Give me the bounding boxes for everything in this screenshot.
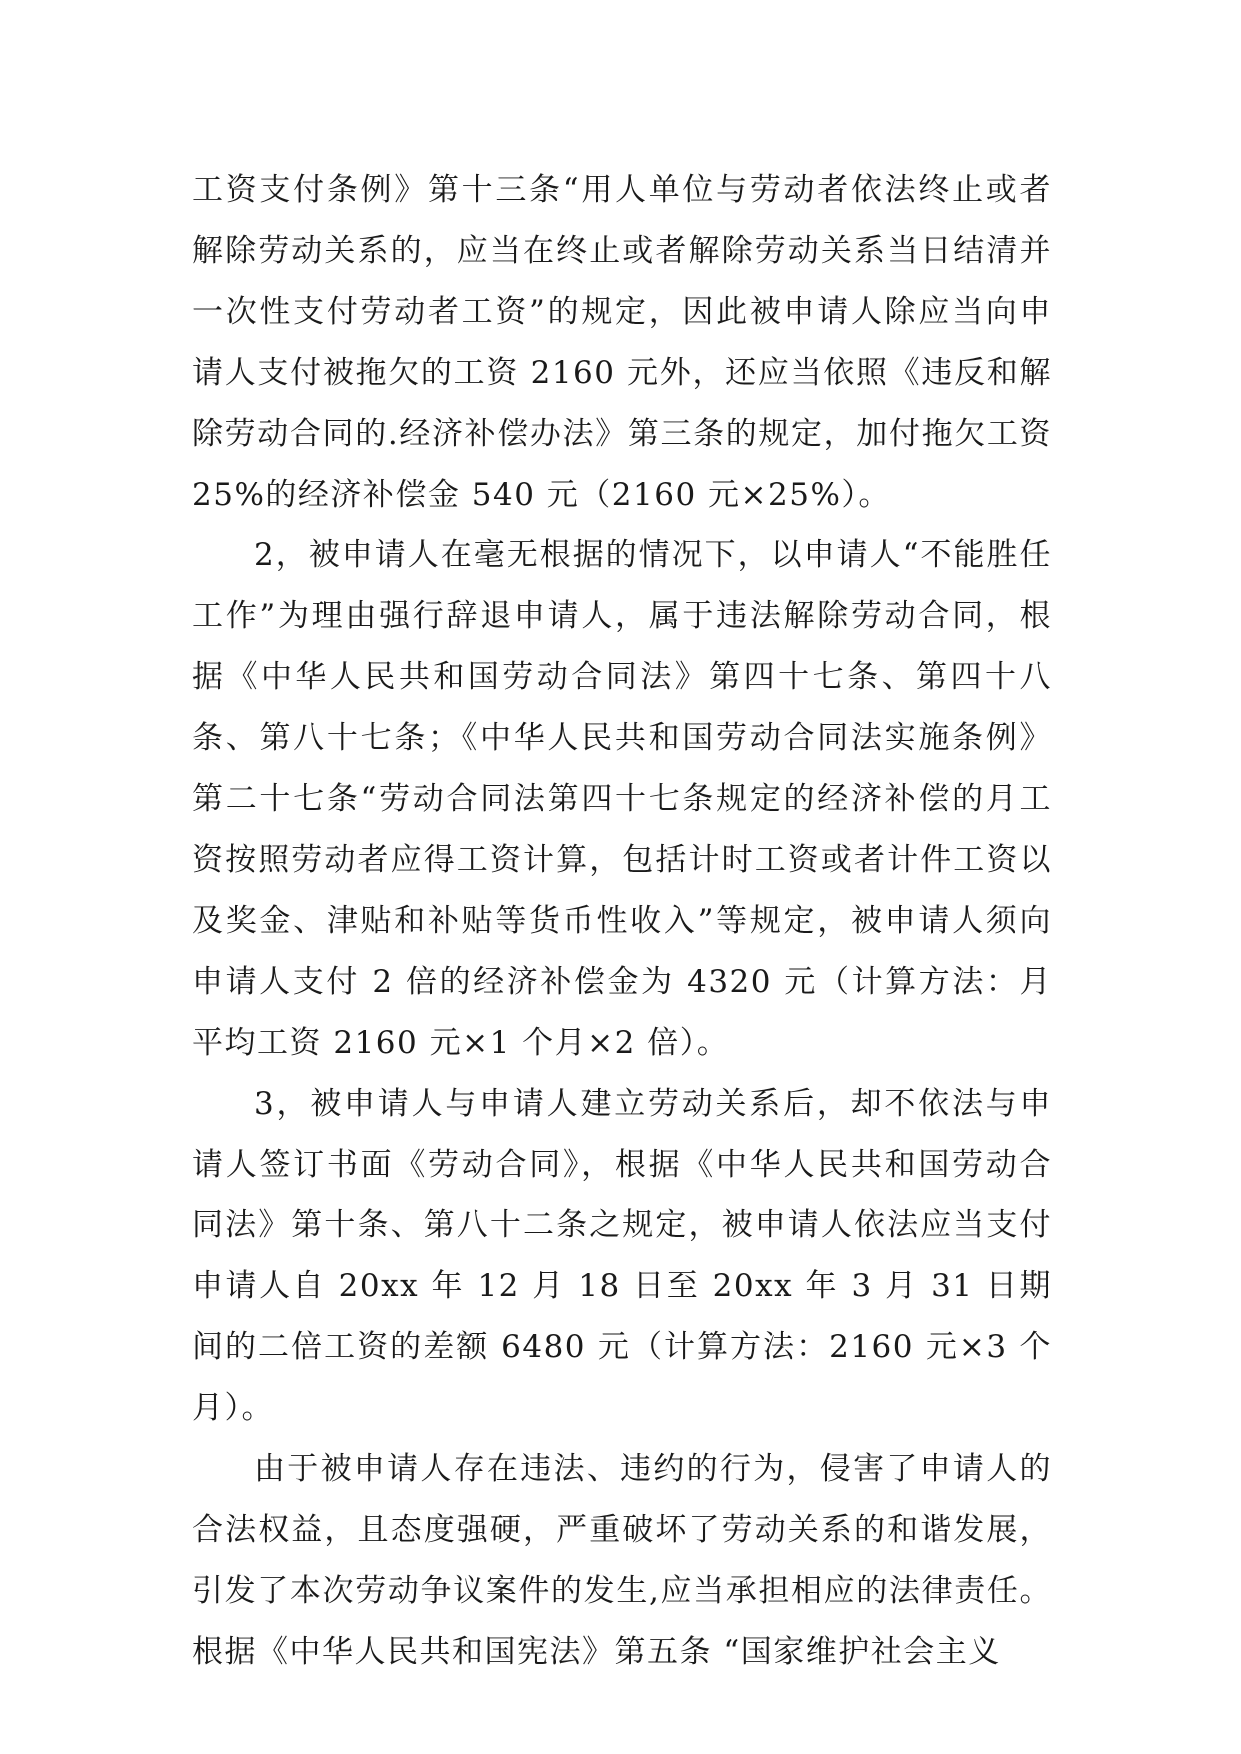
paragraph-wage-payment: 工资支付条例》第十三条“用人单位与劳动者依法终止或者解除劳动关系的，应当在终止或者解除劳动关系当日结清并一次性支付劳动者工资”的规定，因此被申请人除应当向申请人支付被拖欠的工资 2160 元外，还应当依照《违反和解除劳动合同的.经济补偿办法》第三条的规定，加付拖欠工资 25%的经济补偿金 540 元（2160 元×25%）。: [192, 172, 1052, 513]
document-body: [192, 160, 1052, 1683]
paragraph-item-3: 3，被申请人与申请人建立劳动关系后，却不依法与申请人签订书面《劳动合同》，根据《中华人民共和国劳动合同法》第十条、第八十二条之规定，被申请人依法应当支付申请人自 20xx 年 12 月 18 日至 20xx 年 3 月 31 日期间的二倍工资的差额 6480 元（计算方法：2160 元×3 个月）。: [192, 1085, 1052, 1427]
paragraph-item-2: 2，被申请人在毫无根据的情况下，以申请人“不能胜任工作”为理由强行辞退申请人，属于违法解除劳动合同，根据《中华人民共和国劳动合同法》第四十七条、第四十八条、第八十七条；《中华人民共和国劳动合同法实施条例》第二十七条“劳动合同法第四十七条规定的经济补偿的月工资按照劳动者应得工资计算，包括计时工资或者计件工资以及奖金、津贴和补贴等货币性收入”等规定，被申请人须向申请人支付 2 倍的经济补偿金为 4320 元（计算方法：月平均工资 2160 元×1 个月×2 倍）。: [192, 537, 1052, 1061]
paragraph-conclusion: 由于被申请人存在违法、违约的行为，侵害了申请人的合法权益，且态度强硬，严重破坏了劳动关系的和谐发展，引发了本次劳动争议案件的发生,应当承担相应的法律责任。根据《中华人民共和国宪法》第五条 “国家维护社会主义: [192, 1451, 1052, 1670]
